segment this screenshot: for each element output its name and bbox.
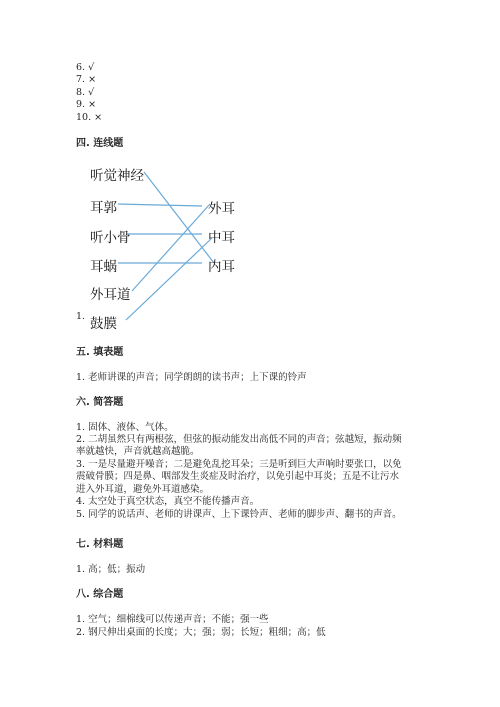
right-label-middle-ear: 中耳 — [208, 230, 235, 246]
left-label-auditory-nerve: 听觉神经 — [90, 168, 144, 184]
left-label-ossicles: 听小骨 — [90, 230, 131, 246]
section5-line-1: 1. 老师讲课的声音；同学朗朗的读书声；上下课的铃声 — [76, 372, 307, 383]
section7-line-1: 1. 高；低；振动 — [76, 564, 146, 575]
section4-title: 四. 连线题 — [76, 138, 124, 149]
left-label-ear-canal: 外耳道 — [90, 287, 131, 303]
section4-item-number: 1. — [76, 311, 86, 322]
section6-line-6: 进入外耳道，避免外耳道感染。 — [76, 484, 210, 495]
answer-7: 7. × — [76, 74, 97, 85]
left-label-eardrum: 鼓膜 — [90, 316, 117, 332]
matching-diagram — [76, 160, 256, 335]
section6-title: 六. 简答题 — [76, 397, 124, 408]
section6-line-3: 率就越快，声音就越高越脆。 — [76, 446, 200, 457]
answer-6: 6. √ — [76, 62, 95, 73]
left-label-auricle: 耳郭 — [90, 200, 117, 216]
right-label-outer-ear: 外耳 — [208, 201, 235, 217]
section8-line-1: 1. 空气；细棉线可以传递声音；不能；强一些 — [76, 614, 269, 625]
left-label-cochlea: 耳蜗 — [90, 259, 117, 275]
matching-lines — [76, 160, 256, 335]
section6-line-1: 1. 固体、液体、气体。 — [76, 422, 174, 433]
right-label-inner-ear: 内耳 — [208, 259, 235, 275]
section8-title: 八. 综合题 — [76, 589, 124, 600]
answer-8: 8. √ — [76, 87, 95, 98]
answer-10: 10. × — [76, 112, 103, 123]
section8-line-2: 2. 钢尺伸出桌面的长度；大；强；弱；长短；粗细；高；低 — [76, 627, 326, 638]
section6-line-4: 3. 一是尽量避开噪音；二是避免乱挖耳朵；三是听到巨大声响时要张口，以免 — [76, 459, 402, 470]
link-auditory-nerve-inner-ear — [144, 172, 214, 263]
section7-title: 七. 材料题 — [76, 539, 124, 550]
section6-line-5: 震破骨膜；四是鼻、咽部发生炎症及时治疗，以免引起中耳炎；五是不让污水 — [76, 471, 400, 482]
section5-title: 五. 填表题 — [76, 347, 124, 358]
link-auricle-outer-ear — [118, 204, 202, 206]
section6-line-8: 5. 同学的说话声、老师的讲课声、上下课铃声、老师的脚步声、翻书的声音。 — [76, 509, 402, 520]
answer-9: 9. × — [76, 99, 97, 110]
link-ear-canal-outer-ear — [132, 204, 210, 291]
section6-line-2: 2. 二胡虽然只有两根弦，但弦的振动能发出高低不同的声音；弦越短，振动频 — [76, 434, 402, 445]
section6-line-7: 4. 太空处于真空状态，真空不能传播声音。 — [76, 496, 260, 507]
